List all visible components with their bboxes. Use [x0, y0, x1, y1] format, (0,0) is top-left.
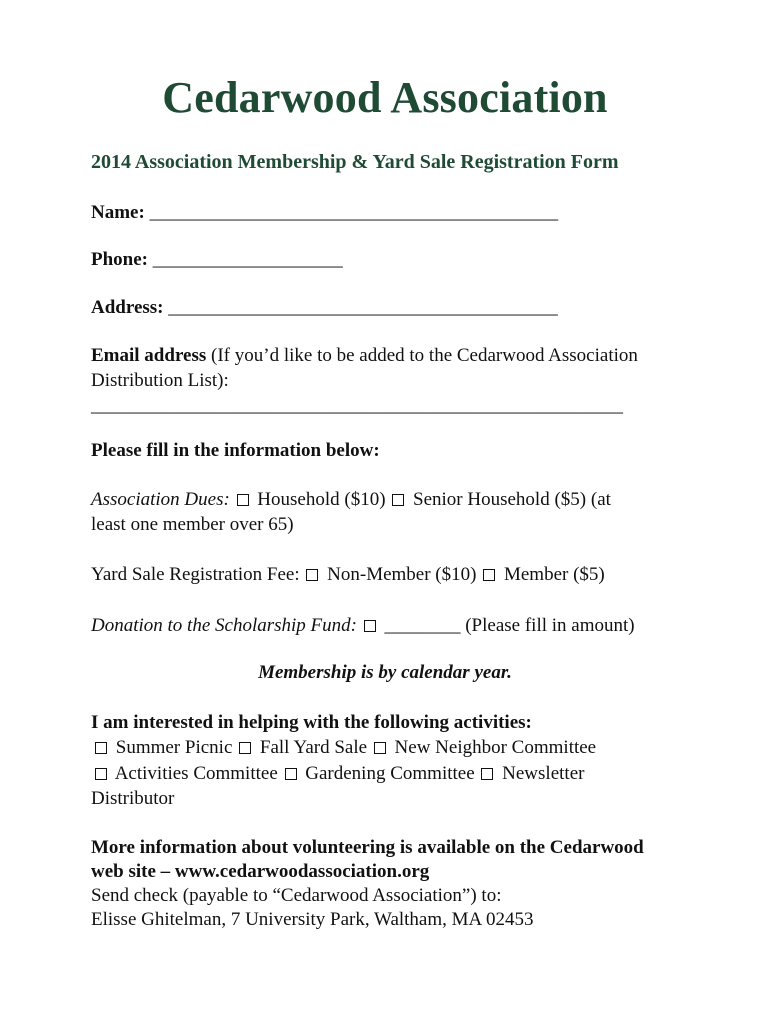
- activity-activities-committee: Activities Committee: [114, 763, 278, 784]
- checkbox-summer-picnic[interactable]: [95, 742, 107, 754]
- mailing-address: Elisse Ghitelman, 7 University Park, Waltham, MA 02453: [91, 909, 534, 930]
- option-senior-label: Senior Household ($5) (at: [413, 489, 611, 510]
- donation-note: (Please fill in amount): [465, 615, 635, 636]
- checkbox-donation[interactable]: [364, 620, 376, 632]
- donation-row: [91, 613, 635, 638]
- dues-row: [91, 487, 611, 512]
- address-field[interactable]: _________________________________________: [168, 297, 558, 318]
- send-check-instructions: Send check (payable to “Cedarwood Association”) to:: [91, 885, 502, 906]
- email-label-row: [91, 343, 638, 368]
- checkbox-gardening-committee[interactable]: [285, 768, 297, 780]
- checkbox-newsletter[interactable]: [481, 768, 493, 780]
- activity-gardening-committee: Gardening Committee: [305, 763, 475, 784]
- activity-summer-picnic: Summer Picnic: [115, 737, 233, 758]
- checkbox-senior-household[interactable]: [392, 494, 404, 506]
- email-note-continued: Distribution List):: [91, 370, 229, 391]
- email-note: (If you’d like to be added to the Cedarwood Association: [211, 345, 638, 366]
- option-household-label: Household ($10): [257, 489, 386, 510]
- newsletter-continued: Distributor: [91, 788, 175, 809]
- volunteer-info-line-2: web site – www.cedarwoodassociation.org: [91, 861, 430, 882]
- address-field-row: [91, 295, 558, 320]
- option-member-label: Member ($5): [503, 564, 605, 585]
- donation-label: Donation to the Scholarship Fund:: [91, 615, 357, 636]
- yard-sale-label: Yard Sale Registration Fee:: [91, 564, 300, 585]
- activity-newsletter: Newsletter: [502, 763, 585, 784]
- activities-row-1: [91, 735, 596, 760]
- checkbox-activities-committee[interactable]: [95, 768, 107, 780]
- activities-heading: I am interested in helping with the following activities:: [91, 712, 532, 733]
- checkbox-member[interactable]: [483, 569, 495, 581]
- checkbox-household[interactable]: [237, 494, 249, 506]
- activity-new-neighbor: New Neighbor Committee: [394, 737, 597, 758]
- email-field[interactable]: ________________________________________________________: [91, 395, 623, 416]
- phone-field-row: [91, 247, 343, 272]
- yard-sale-row: [91, 562, 605, 587]
- donation-amount-field[interactable]: ________: [384, 615, 461, 636]
- option-non-member-label: Non-Member ($10): [327, 564, 477, 585]
- phone-label: Phone:: [91, 249, 148, 270]
- activity-fall-yard-sale: Fall Yard Sale: [259, 737, 368, 758]
- membership-note: Membership is by calendar year.: [258, 662, 512, 683]
- page-title: Cedarwood Association: [162, 73, 608, 122]
- phone-field[interactable]: ____________________: [152, 249, 343, 270]
- dues-label: Association Dues:: [91, 489, 230, 510]
- checkbox-non-member[interactable]: [306, 569, 318, 581]
- activities-row-2: [91, 761, 584, 786]
- email-label: Email address: [91, 345, 207, 366]
- name-label: Name:: [91, 202, 145, 223]
- volunteer-info-line-1: More information about volunteering is available on the Cedarwood: [91, 837, 644, 858]
- name-field-row: [91, 200, 558, 225]
- checkbox-new-neighbor[interactable]: [374, 742, 386, 754]
- form-subtitle: 2014 Association Membership & Yard Sale Registration Form: [91, 151, 619, 173]
- checkbox-fall-yard-sale[interactable]: [239, 742, 251, 754]
- name-field[interactable]: ___________________________________________: [149, 202, 559, 223]
- address-label: Address:: [91, 297, 164, 318]
- instructions-heading: Please fill in the information below:: [91, 440, 380, 461]
- senior-option-continued: least one member over 65): [91, 514, 294, 535]
